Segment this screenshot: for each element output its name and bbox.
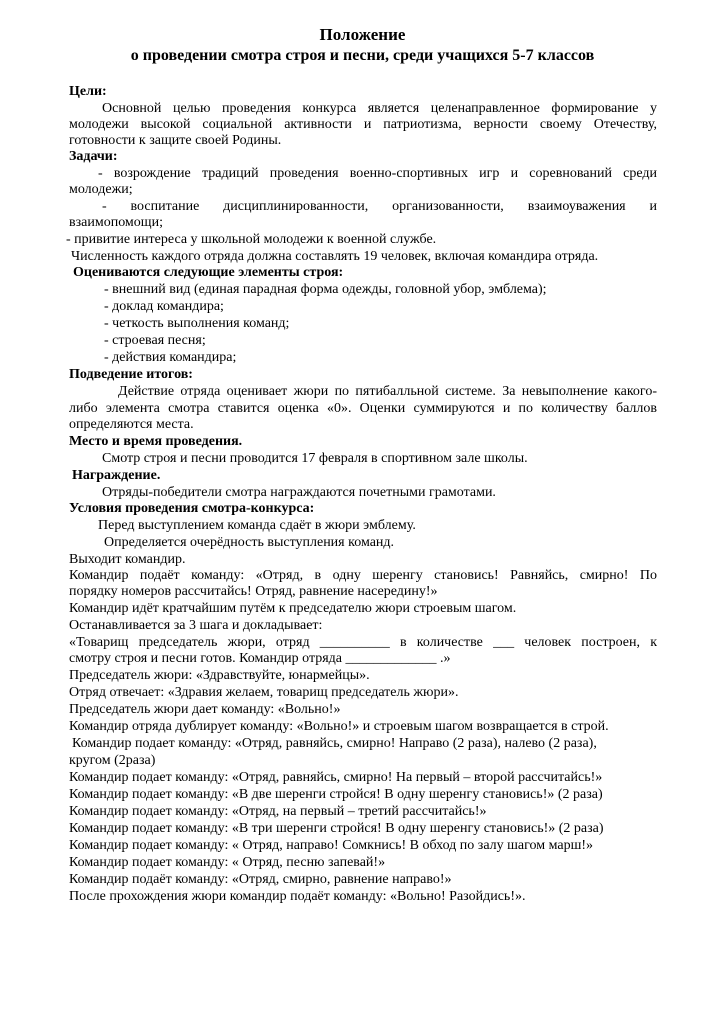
conditions-line: порядку номеров рассчитайсь! Отряд, равнение насередину!» xyxy=(69,584,438,599)
place-heading: Место и время проведения. xyxy=(69,434,243,449)
conditions-line: Командир подает команду: « Отряд, песню запевай!» xyxy=(69,855,386,870)
goals-line: готовности к защите своей Родины. xyxy=(69,133,282,148)
document-subtitle: о проведении смотра строя и песни, среди учащихся 5-7 классов xyxy=(130,47,595,64)
conditions-heading: Условия проведения смотра-конкурса: xyxy=(69,501,315,516)
elements-item: - действия командира; xyxy=(104,350,237,365)
award-heading: Награждение. xyxy=(72,468,161,483)
goals-line: Основной целью проведения конкурса является целенаправленное формирование у xyxy=(102,101,657,116)
tasks-line: молодежи; xyxy=(69,182,133,197)
elements-item: - доклад командира; xyxy=(104,299,224,314)
conditions-line: Командир подает команду: «Отряд, равняйсь, смирно! Направо (2 раза), налево (2 раза), xyxy=(72,736,597,751)
conditions-line: После прохождения жюри командир подаёт команду: «Вольно! Разойдись!». xyxy=(69,889,526,904)
goals-line: молодежи высокой социальной активности и патриотизма, верности своему Отечеству, xyxy=(69,117,657,132)
conditions-line: Командир подает команду: «Отряд, равняйсь, смирно! На первый – второй рассчитайсь!» xyxy=(69,770,603,785)
conditions-line: Отряд отвечает: «Здравия желаем, товарищ председатель жюри». xyxy=(69,685,459,700)
conditions-line: «Товарищ председатель жюри, отряд __________ в количестве ___ человек построен, к xyxy=(69,635,657,650)
conditions-line: Председатель жюри: «Здравствуйте, юнармейцы». xyxy=(69,668,370,683)
tasks-line: Численность каждого отряда должна составлять 19 человек, включая командира отряда. xyxy=(71,249,599,264)
tasks-line: - привитие интереса у школьной молодежи к военной службе. xyxy=(66,232,437,247)
conditions-line: Перед выступлением команда сдаёт в жюри эмблему. xyxy=(98,518,416,533)
document-title: Положение xyxy=(319,25,406,44)
conditions-line: Командир подает команду: « Отряд, направо! Сомкнись! В обход по залу шагом марш!» xyxy=(69,838,594,853)
award-text: Отряды-победители смотра награждаются почетными грамотами. xyxy=(102,485,496,500)
conditions-line: Председатель жюри дает команду: «Вольно!» xyxy=(69,702,341,717)
elements-heading: Оцениваются следующие элементы строя: xyxy=(73,265,344,280)
conditions-line: Командир подает команду: «В две шеренги стройся! В одну шеренгу становись!» (2 раза) xyxy=(69,787,603,802)
conditions-line: Командир отряда дублирует команду: «Вольно!» и строевым шагом возвращается в строй. xyxy=(69,719,609,734)
elements-item: - строевая песня; xyxy=(104,333,206,348)
conditions-line: Командир подаёт команду: «Отряд, смирно, равнение направо!» xyxy=(69,872,452,887)
tasks-line: - возрождение традиций проведения военно-спортивных игр и соревнований среди xyxy=(98,166,657,181)
tasks-line: - воспитание дисциплинированности, организованности, взаимоуважения и xyxy=(102,199,657,214)
results-line: либо элемента смотра ставится оценка «0». Оценки суммируются и по количеству баллов xyxy=(69,401,657,416)
results-line: определяются места. xyxy=(69,417,194,432)
place-text: Смотр строя и песни проводится 17 февраля в спортивном зале школы. xyxy=(102,451,528,466)
conditions-line: Определяется очерёдность выступления команд. xyxy=(104,535,395,550)
results-heading: Подведение итогов: xyxy=(69,367,193,382)
conditions-line: смотру строя и песни готов. Командир отряда _____________ .» xyxy=(69,651,451,666)
conditions-line: кругом (2раза) xyxy=(69,753,156,768)
conditions-line: Командир идёт кратчайшим путём к председателю жюри строевым шагом. xyxy=(69,601,517,616)
conditions-line: Командир подаёт команду: «Отряд, в одну шеренгу становись! Равняйсь, смирно! По xyxy=(69,568,657,583)
tasks-heading: Задачи: xyxy=(69,149,118,164)
conditions-line: Выходит командир. xyxy=(69,552,186,567)
conditions-line: Останавливается за 3 шага и докладывает: xyxy=(69,618,323,633)
conditions-line: Командир подает команду: «В три шеренги стройся! В одну шеренгу становись!» (2 раза) xyxy=(69,821,604,836)
conditions-line: Командир подает команду: «Отряд, на первый – третий рассчитайсь!» xyxy=(69,804,487,819)
results-line: Действие отряда оценивает жюри по пятибалльной системе. За невыполнение какого- xyxy=(118,384,657,399)
elements-item: - четкость выполнения команд; xyxy=(104,316,290,331)
tasks-line: взаимопомощи; xyxy=(69,215,163,230)
elements-item: - внешний вид (единая парадная форма одежды, головной убор, эмблема); xyxy=(104,282,547,297)
goals-heading: Цели: xyxy=(69,84,107,99)
